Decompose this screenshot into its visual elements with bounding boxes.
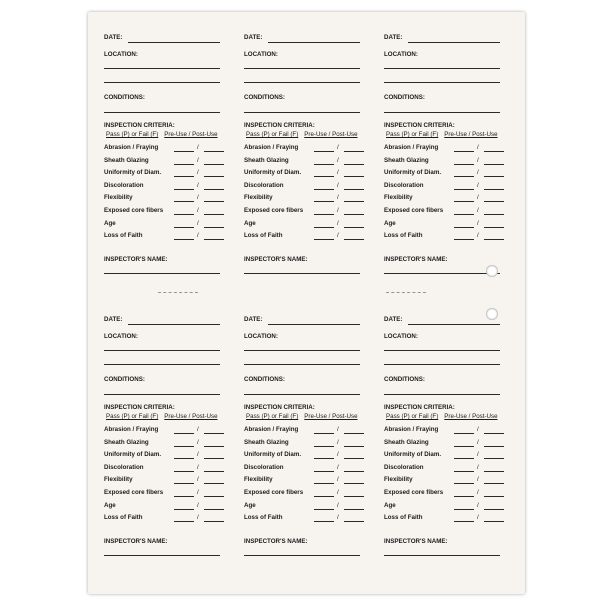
pre-use-field[interactable] xyxy=(174,151,194,152)
punch-hole-bottom xyxy=(486,308,498,320)
slash-separator: / xyxy=(197,426,199,433)
slash-separator: / xyxy=(477,476,479,484)
slash-separator: / xyxy=(197,476,199,484)
date-label: DATE: xyxy=(384,316,403,323)
post-use-field[interactable] xyxy=(344,176,364,177)
pre-use-field[interactable] xyxy=(314,509,334,510)
slash-separator: / xyxy=(337,194,339,202)
post-use-field[interactable] xyxy=(484,164,504,165)
inspection-criteria-heading: INSPECTION CRITERIA: xyxy=(244,404,315,411)
pre-use-field[interactable] xyxy=(314,433,334,434)
slash-separator: / xyxy=(197,463,199,471)
criteria-item: Sheath Glazing xyxy=(244,438,289,446)
post-use-field[interactable] xyxy=(344,496,364,497)
inspector-name-label: INSPECTOR'S NAME: xyxy=(244,538,308,545)
criteria-item: Sheath Glazing xyxy=(104,156,149,164)
pre-use-field[interactable] xyxy=(174,496,194,497)
pass-fail-label: Pass (P) or Fail (F) xyxy=(246,131,299,138)
criteria-item: Discoloration xyxy=(384,463,424,471)
pre-use-field[interactable] xyxy=(454,433,474,434)
pre-use-field[interactable] xyxy=(314,176,334,177)
criteria-subheading xyxy=(386,131,504,138)
slash-separator: / xyxy=(337,463,339,471)
criteria-item: Discoloration xyxy=(104,181,144,189)
conditions-label: CONDITIONS: xyxy=(244,376,285,383)
conditions-field[interactable] xyxy=(244,394,360,395)
slash-separator: / xyxy=(197,169,199,177)
location-field[interactable] xyxy=(244,364,360,365)
pre-use-field[interactable] xyxy=(174,214,194,215)
pre-use-field[interactable] xyxy=(314,214,334,215)
criteria-item: Loss of Faith xyxy=(244,514,283,522)
pre-use-field[interactable] xyxy=(314,483,334,484)
post-use-field[interactable] xyxy=(344,446,364,447)
slash-separator: / xyxy=(477,438,479,446)
pre-use-field[interactable] xyxy=(314,446,334,447)
slash-separator: / xyxy=(337,476,339,484)
inspector-name-label: INSPECTOR'S NAME: xyxy=(384,256,448,263)
slash-separator: / xyxy=(197,219,199,227)
criteria-subheading xyxy=(246,131,364,138)
criteria-subheading xyxy=(386,413,504,420)
conditions-label: CONDITIONS: xyxy=(384,94,425,101)
location-label: LOCATION: xyxy=(384,333,418,340)
conditions-label: CONDITIONS: xyxy=(104,376,145,383)
location-field[interactable] xyxy=(384,364,500,365)
criteria-item: Loss of Faith xyxy=(384,232,423,240)
criteria-subheading xyxy=(106,413,224,420)
date-field[interactable] xyxy=(268,324,360,325)
pre-use-field[interactable] xyxy=(314,189,334,190)
criteria-item: Age xyxy=(244,219,256,227)
post-use-field[interactable] xyxy=(204,509,224,510)
inspector-name-field[interactable] xyxy=(104,273,220,274)
post-use-field[interactable] xyxy=(204,214,224,215)
pre-use-field[interactable] xyxy=(454,483,474,484)
location-field[interactable] xyxy=(104,82,220,83)
conditions-field[interactable] xyxy=(244,112,360,113)
criteria-item: Uniformity of Diam. xyxy=(244,451,302,459)
slash-separator: / xyxy=(477,426,479,433)
criteria-item: Abrasion / Fraying xyxy=(104,144,159,151)
criteria-item: Age xyxy=(244,501,256,509)
post-use-field[interactable] xyxy=(484,227,504,228)
post-use-field[interactable] xyxy=(204,521,224,522)
inspector-name-field[interactable] xyxy=(244,273,360,274)
criteria-item: Sheath Glazing xyxy=(384,438,429,446)
location-label: LOCATION: xyxy=(384,51,418,58)
criteria-item: Flexibility xyxy=(384,194,413,202)
inspection-criteria-heading: INSPECTION CRITERIA: xyxy=(104,404,175,411)
criteria-item: Exposed core fibers xyxy=(384,489,444,496)
criteria-item: Uniformity of Diam. xyxy=(104,451,162,459)
post-use-field[interactable] xyxy=(204,483,224,484)
pre-use-field[interactable] xyxy=(454,176,474,177)
pre-use-field[interactable] xyxy=(174,239,194,240)
slash-separator: / xyxy=(197,156,199,164)
criteria-item: Age xyxy=(104,501,116,509)
criteria-item: Abrasion / Fraying xyxy=(244,144,299,151)
post-use-field[interactable] xyxy=(204,176,224,177)
pre-post-label: Pre-Use / Post-Use xyxy=(444,131,498,138)
criteria-item: Abrasion / Fraying xyxy=(104,426,159,433)
post-use-field[interactable] xyxy=(344,483,364,484)
post-use-field[interactable] xyxy=(204,458,224,459)
slash-separator: / xyxy=(477,156,479,164)
location-field[interactable] xyxy=(104,364,220,365)
inspection-criteria-heading: INSPECTION CRITERIA: xyxy=(104,122,175,129)
pre-use-field[interactable] xyxy=(174,483,194,484)
inspection-card xyxy=(384,34,510,289)
pre-use-field[interactable] xyxy=(174,509,194,510)
conditions-label: CONDITIONS: xyxy=(104,94,145,101)
location-field[interactable] xyxy=(104,350,220,351)
pre-post-label: Pre-Use / Post-Use xyxy=(304,413,358,420)
pre-use-field[interactable] xyxy=(174,433,194,434)
slash-separator: / xyxy=(477,489,479,496)
post-use-field[interactable] xyxy=(344,189,364,190)
criteria-item: Age xyxy=(384,219,396,227)
slash-separator: / xyxy=(337,144,339,151)
criteria-item: Sheath Glazing xyxy=(104,438,149,446)
post-use-field[interactable] xyxy=(344,151,364,152)
pass-fail-label: Pass (P) or Fail (F) xyxy=(386,413,439,420)
criteria-item: Abrasion / Fraying xyxy=(384,426,439,433)
post-use-field[interactable] xyxy=(484,201,504,202)
criteria-subheading xyxy=(106,131,224,138)
criteria-item: Discoloration xyxy=(244,463,284,471)
slash-separator: / xyxy=(197,194,199,202)
date-field[interactable] xyxy=(128,324,220,325)
post-use-field[interactable] xyxy=(484,239,504,240)
pre-use-field[interactable] xyxy=(454,227,474,228)
slash-separator: / xyxy=(477,194,479,202)
slash-separator: / xyxy=(477,451,479,459)
date-field[interactable] xyxy=(408,324,500,325)
pre-use-field[interactable] xyxy=(454,471,474,472)
criteria-item: Loss of Faith xyxy=(104,232,143,240)
pre-use-field[interactable] xyxy=(454,509,474,510)
criteria-item: Abrasion / Fraying xyxy=(384,144,439,151)
slash-separator: / xyxy=(337,501,339,509)
slash-separator: / xyxy=(337,207,339,214)
location-field[interactable] xyxy=(384,350,500,351)
post-use-field[interactable] xyxy=(204,446,224,447)
criteria-item: Exposed core fibers xyxy=(104,489,164,496)
conditions-label: CONDITIONS: xyxy=(244,94,285,101)
inspector-name-field[interactable] xyxy=(384,273,500,274)
conditions-label: CONDITIONS: xyxy=(384,376,425,383)
inspection-card xyxy=(104,34,230,289)
post-use-field[interactable] xyxy=(484,458,504,459)
slash-separator: / xyxy=(337,489,339,496)
location-label: LOCATION: xyxy=(244,333,278,340)
post-use-field[interactable] xyxy=(484,433,504,434)
pre-use-field[interactable] xyxy=(314,151,334,152)
post-use-field[interactable] xyxy=(484,521,504,522)
slash-separator: / xyxy=(337,232,339,240)
post-use-field[interactable] xyxy=(344,227,364,228)
pre-use-field[interactable] xyxy=(454,201,474,202)
slash-separator: / xyxy=(477,232,479,240)
pre-use-field[interactable] xyxy=(174,458,194,459)
location-field[interactable] xyxy=(244,350,360,351)
pre-use-field[interactable] xyxy=(454,214,474,215)
date-label: DATE: xyxy=(104,34,123,41)
pass-fail-label: Pass (P) or Fail (F) xyxy=(246,413,299,420)
pre-use-field[interactable] xyxy=(454,496,474,497)
slash-separator: / xyxy=(337,219,339,227)
slash-separator: / xyxy=(197,232,199,240)
post-use-field[interactable] xyxy=(204,496,224,497)
pre-use-field[interactable] xyxy=(174,201,194,202)
inspection-criteria-heading: INSPECTION CRITERIA: xyxy=(384,404,455,411)
post-use-field[interactable] xyxy=(484,483,504,484)
date-field[interactable] xyxy=(128,42,220,43)
criteria-item: Flexibility xyxy=(104,194,133,202)
inspector-name-label: INSPECTOR'S NAME: xyxy=(104,538,168,545)
slash-separator: / xyxy=(337,169,339,177)
location-label: LOCATION: xyxy=(104,51,138,58)
post-use-field[interactable] xyxy=(204,227,224,228)
inspector-name-field[interactable] xyxy=(104,555,220,556)
slash-separator: / xyxy=(337,451,339,459)
post-use-field[interactable] xyxy=(204,201,224,202)
conditions-field[interactable] xyxy=(384,112,500,113)
pass-fail-label: Pass (P) or Fail (F) xyxy=(106,413,159,420)
pre-use-field[interactable] xyxy=(174,521,194,522)
slash-separator: / xyxy=(197,438,199,446)
inspection-card xyxy=(244,316,370,571)
pre-use-field[interactable] xyxy=(454,521,474,522)
slash-separator: / xyxy=(197,501,199,509)
inspector-name-field[interactable] xyxy=(384,555,500,556)
criteria-item: Loss of Faith xyxy=(384,514,423,522)
criteria-item: Exposed core fibers xyxy=(244,207,304,214)
pre-post-label: Pre-Use / Post-Use xyxy=(164,131,218,138)
date-label: DATE: xyxy=(244,316,263,323)
criteria-item: Flexibility xyxy=(244,476,273,484)
pass-fail-label: Pass (P) or Fail (F) xyxy=(106,131,159,138)
criteria-item: Uniformity of Diam. xyxy=(104,169,162,177)
pre-use-field[interactable] xyxy=(174,164,194,165)
date-label: DATE: xyxy=(104,316,123,323)
slash-separator: / xyxy=(337,426,339,433)
date-field[interactable] xyxy=(408,42,500,43)
criteria-item: Sheath Glazing xyxy=(244,156,289,164)
slash-separator: / xyxy=(337,181,339,189)
criteria-item: Loss of Faith xyxy=(244,232,283,240)
post-use-field[interactable] xyxy=(484,189,504,190)
post-use-field[interactable] xyxy=(344,239,364,240)
conditions-field[interactable] xyxy=(104,112,220,113)
location-label: LOCATION: xyxy=(104,333,138,340)
date-label: DATE: xyxy=(384,34,403,41)
slash-separator: / xyxy=(197,207,199,214)
inspection-criteria-heading: INSPECTION CRITERIA: xyxy=(244,122,315,129)
post-use-field[interactable] xyxy=(344,509,364,510)
criteria-item: Sheath Glazing xyxy=(384,156,429,164)
slash-separator: / xyxy=(477,501,479,509)
criteria-item: Discoloration xyxy=(244,181,284,189)
post-use-field[interactable] xyxy=(204,433,224,434)
pre-post-label: Pre-Use / Post-Use xyxy=(444,413,498,420)
pre-use-field[interactable] xyxy=(174,189,194,190)
inspection-card xyxy=(244,34,370,289)
location-field[interactable] xyxy=(104,68,220,69)
criteria-item: Exposed core fibers xyxy=(104,207,164,214)
post-use-field[interactable] xyxy=(484,151,504,152)
post-use-field[interactable] xyxy=(484,471,504,472)
location-field[interactable] xyxy=(244,68,360,69)
location-field[interactable] xyxy=(244,82,360,83)
criteria-item: Loss of Faith xyxy=(104,514,143,522)
date-field[interactable] xyxy=(268,42,360,43)
slash-separator: / xyxy=(197,514,199,522)
post-use-field[interactable] xyxy=(344,201,364,202)
pre-use-field[interactable] xyxy=(454,446,474,447)
inspection-log-sheet xyxy=(88,12,525,594)
pre-use-field[interactable] xyxy=(314,521,334,522)
slash-separator: / xyxy=(477,219,479,227)
perforation-line xyxy=(158,292,198,293)
inspection-card xyxy=(104,316,230,571)
location-field[interactable] xyxy=(384,82,500,83)
criteria-item: Age xyxy=(384,501,396,509)
post-use-field[interactable] xyxy=(204,189,224,190)
criteria-item: Uniformity of Diam. xyxy=(384,451,442,459)
pre-post-label: Pre-Use / Post-Use xyxy=(304,131,358,138)
post-use-field[interactable] xyxy=(204,239,224,240)
criteria-item: Discoloration xyxy=(384,181,424,189)
post-use-field[interactable] xyxy=(344,521,364,522)
pre-use-field[interactable] xyxy=(314,496,334,497)
pre-use-field[interactable] xyxy=(314,201,334,202)
criteria-item: Exposed core fibers xyxy=(244,489,304,496)
criteria-item: Exposed core fibers xyxy=(384,207,444,214)
pre-use-field[interactable] xyxy=(454,239,474,240)
slash-separator: / xyxy=(337,514,339,522)
inspector-name-label: INSPECTOR'S NAME: xyxy=(244,256,308,263)
slash-separator: / xyxy=(337,156,339,164)
pre-post-label: Pre-Use / Post-Use xyxy=(164,413,218,420)
slash-separator: / xyxy=(477,514,479,522)
criteria-item: Flexibility xyxy=(104,476,133,484)
post-use-field[interactable] xyxy=(344,164,364,165)
criteria-item: Uniformity of Diam. xyxy=(244,169,302,177)
perforation-line xyxy=(386,292,426,293)
criteria-item: Flexibility xyxy=(244,194,273,202)
date-label: DATE: xyxy=(244,34,263,41)
criteria-item: Flexibility xyxy=(384,476,413,484)
inspection-card xyxy=(384,316,510,571)
pre-use-field[interactable] xyxy=(174,227,194,228)
post-use-field[interactable] xyxy=(484,446,504,447)
slash-separator: / xyxy=(477,207,479,214)
pre-use-field[interactable] xyxy=(174,471,194,472)
criteria-item: Discoloration xyxy=(104,463,144,471)
criteria-item: Age xyxy=(104,219,116,227)
pre-use-field[interactable] xyxy=(314,471,334,472)
pre-use-field[interactable] xyxy=(314,164,334,165)
post-use-field[interactable] xyxy=(484,496,504,497)
post-use-field[interactable] xyxy=(484,176,504,177)
slash-separator: / xyxy=(197,451,199,459)
post-use-field[interactable] xyxy=(344,214,364,215)
post-use-field[interactable] xyxy=(344,458,364,459)
pre-use-field[interactable] xyxy=(454,151,474,152)
slash-separator: / xyxy=(197,489,199,496)
pre-use-field[interactable] xyxy=(454,458,474,459)
post-use-field[interactable] xyxy=(204,151,224,152)
punch-hole-top xyxy=(486,265,498,277)
criteria-item: Uniformity of Diam. xyxy=(384,169,442,177)
slash-separator: / xyxy=(337,438,339,446)
slash-separator: / xyxy=(477,463,479,471)
criteria-subheading xyxy=(246,413,364,420)
post-use-field[interactable] xyxy=(484,509,504,510)
criteria-item: Abrasion / Fraying xyxy=(244,426,299,433)
pre-use-field[interactable] xyxy=(454,189,474,190)
slash-separator: / xyxy=(197,144,199,151)
slash-separator: / xyxy=(477,181,479,189)
location-label: LOCATION: xyxy=(244,51,278,58)
pre-use-field[interactable] xyxy=(314,458,334,459)
conditions-field[interactable] xyxy=(104,394,220,395)
pre-use-field[interactable] xyxy=(174,446,194,447)
pre-use-field[interactable] xyxy=(314,239,334,240)
slash-separator: / xyxy=(477,144,479,151)
post-use-field[interactable] xyxy=(344,433,364,434)
post-use-field[interactable] xyxy=(204,164,224,165)
slash-separator: / xyxy=(477,169,479,177)
post-use-field[interactable] xyxy=(204,471,224,472)
post-use-field[interactable] xyxy=(344,471,364,472)
inspector-name-label: INSPECTOR'S NAME: xyxy=(104,256,168,263)
post-use-field[interactable] xyxy=(484,214,504,215)
pre-use-field[interactable] xyxy=(454,164,474,165)
inspection-criteria-heading: INSPECTION CRITERIA: xyxy=(384,122,455,129)
pre-use-field[interactable] xyxy=(314,227,334,228)
pass-fail-label: Pass (P) or Fail (F) xyxy=(386,131,439,138)
pre-use-field[interactable] xyxy=(174,176,194,177)
inspector-name-field[interactable] xyxy=(244,555,360,556)
conditions-field[interactable] xyxy=(384,394,500,395)
inspector-name-label: INSPECTOR'S NAME: xyxy=(384,538,448,545)
location-field[interactable] xyxy=(384,68,500,69)
slash-separator: / xyxy=(197,181,199,189)
